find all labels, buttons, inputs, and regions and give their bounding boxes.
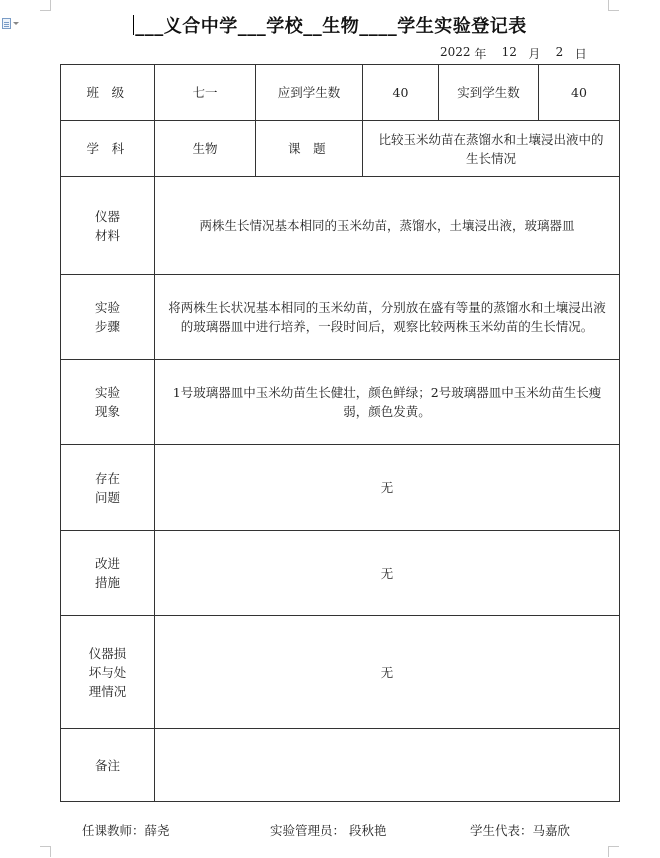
page-corner-top-right	[608, 0, 619, 11]
damage-label	[61, 616, 155, 729]
steps-label	[61, 275, 155, 360]
problems-label-line1: 存在	[94, 470, 120, 486]
date-year: 2022	[440, 45, 471, 59]
table-row-phenomenon	[61, 360, 620, 445]
remarks-label: 备注	[61, 729, 155, 802]
actual-students-value[interactable]: 40	[539, 65, 620, 121]
teacher-signature: 任课教师：薛尧	[82, 823, 170, 838]
phenomenon-label-line1: 实验	[94, 385, 120, 400]
page-corner-bottom-left	[40, 846, 51, 857]
damage-value[interactable]: 无	[155, 616, 620, 729]
expected-students-value[interactable]: 40	[363, 65, 439, 121]
remarks-value[interactable]	[155, 729, 620, 802]
signature-line	[0, 821, 660, 839]
steps-label-line1: 实验	[94, 300, 120, 315]
table-row-damage	[61, 616, 620, 729]
page-corner-top-left	[40, 0, 51, 11]
table-row-problems	[61, 445, 620, 531]
date-line	[440, 45, 610, 62]
problems-label-line2: 问题	[94, 489, 120, 505]
title-text: ___义合中学___学校__生物____学生实验登记表	[135, 16, 527, 37]
manager-signature: 实验管理员： 段秋艳	[270, 823, 387, 838]
equipment-label-line2: 材料	[94, 227, 120, 243]
improvements-label-line2: 措施	[94, 575, 120, 590]
page-title[interactable]	[0, 12, 660, 38]
actual-students-label: 实到学生数	[439, 65, 539, 121]
experiment-record-table	[60, 64, 620, 802]
table-row-improvements	[61, 531, 620, 616]
expected-students-label: 应到学生数	[256, 65, 363, 121]
student-rep-signature: 学生代表：马嘉欣	[470, 823, 571, 838]
date-year-unit: 年	[474, 47, 487, 61]
improvements-value[interactable]: 无	[155, 531, 620, 616]
damage-label-line3: 理情况	[88, 683, 127, 699]
improvements-label-line1: 改进	[94, 556, 120, 571]
table-row-class	[61, 65, 620, 121]
table-row-equipment	[61, 177, 620, 275]
subject-label: 学 科	[61, 121, 155, 177]
page-corner-bottom-right	[608, 846, 619, 857]
date-day: 2	[555, 45, 564, 59]
class-value[interactable]: 七一	[155, 65, 256, 121]
table-row-subject	[61, 121, 620, 177]
table-row-steps	[61, 275, 620, 360]
phenomenon-label	[61, 360, 155, 445]
topic-value[interactable]: 比较玉米幼苗在蒸馏水和土壤浸出液中的生长情况	[363, 121, 620, 177]
damage-label-line2: 坏与处	[88, 664, 127, 680]
topic-label: 课 题	[256, 121, 363, 177]
subject-value[interactable]: 生物	[155, 121, 256, 177]
date-day-unit: 日	[574, 47, 587, 61]
class-label: 班 级	[61, 65, 155, 121]
steps-label-line2: 步骤	[94, 319, 120, 334]
problems-label	[61, 445, 155, 531]
equipment-label-line1: 仪器	[94, 208, 120, 224]
improvements-label	[61, 531, 155, 616]
date-month: 12	[501, 45, 517, 59]
equipment-value[interactable]: 两株生长情况基本相同的玉米幼苗，蒸馏水，土壤浸出液，玻璃器皿	[155, 177, 620, 275]
table-row-remarks	[61, 729, 620, 802]
phenomenon-value[interactable]: 1号玻璃器皿中玉米幼苗生长健壮，颜色鲜绿；2号玻璃器皿中玉米幼苗生长瘦弱，颜色发黄。	[155, 360, 620, 445]
problems-value[interactable]: 无	[155, 445, 620, 531]
phenomenon-label-line2: 现象	[94, 404, 120, 419]
date-month-unit: 月	[528, 47, 541, 61]
equipment-label	[61, 177, 155, 275]
damage-label-line1: 仪器损	[88, 645, 127, 661]
steps-value[interactable]: 将两株生长状况基本相同的玉米幼苗，分别放在盛有等量的蒸馏水和土壤浸出液的玻璃器皿中进行培养，一段时间后，观察比较两株玉米幼苗的生长情况。	[155, 275, 620, 360]
